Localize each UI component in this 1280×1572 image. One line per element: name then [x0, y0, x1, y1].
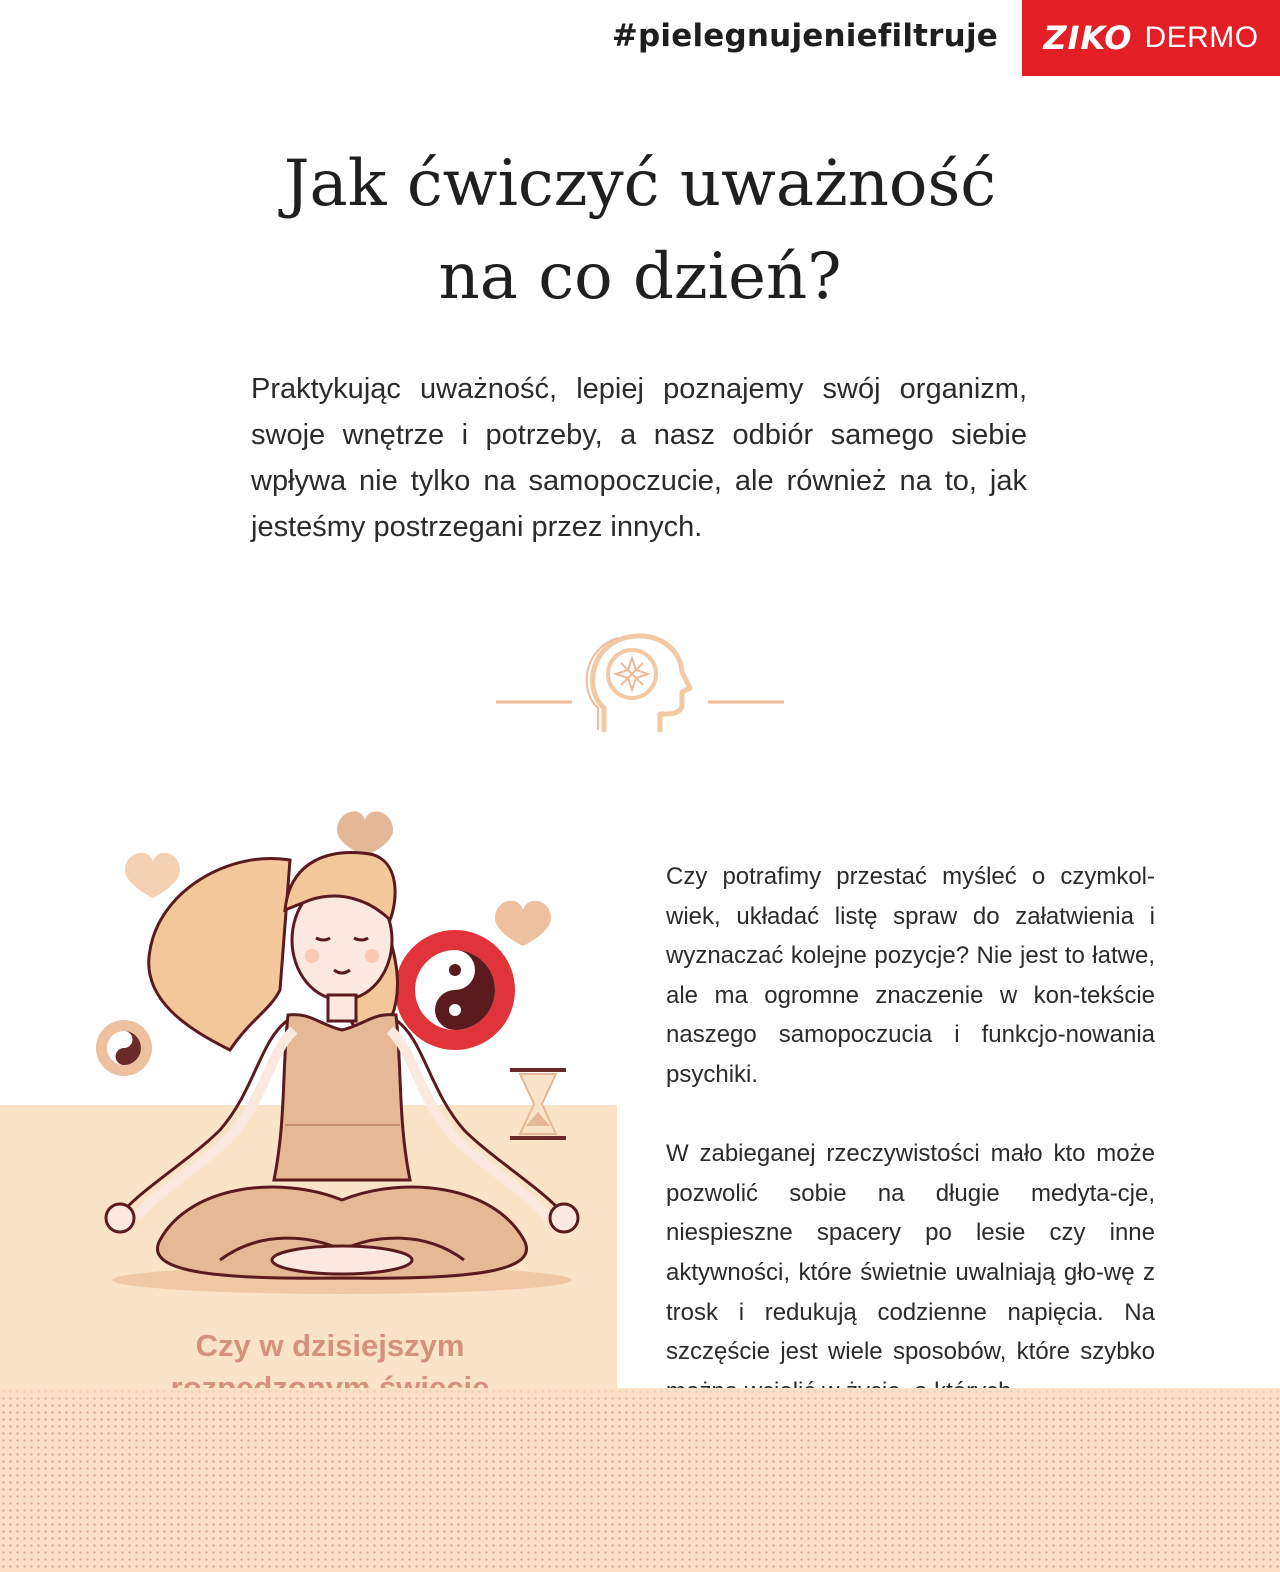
- intro-paragraph: Praktykując uważność, lepiej poznajemy swój organizm, swoje wnętrze i potrzeby, a nasz odbiór samego siebie wpływa nie tylko na samopoczucie, ale również na to, jak jesteśmy postrzegani przez innych.: [251, 373, 1027, 543]
- page-title: [0, 138, 1280, 324]
- overlay-fade: [0, 1388, 1280, 1404]
- heart-icon: [495, 901, 551, 946]
- question-line-1: Czy w dzisiejszym: [195, 1328, 465, 1363]
- heart-icon: [337, 811, 393, 856]
- mindful-head-icon: [496, 630, 786, 734]
- hashtag: #pielegnujeniefiltruje: [611, 18, 998, 54]
- title-line-2: na co dzień?: [438, 240, 842, 314]
- dotted-footer-overlay: [0, 1388, 1280, 1572]
- body-text: [666, 857, 1155, 1411]
- brand-ziko: ZIKO: [1043, 19, 1133, 57]
- body-paragraph-2: W zabieganej rzeczywistości mało kto może pozwolić sobie na długie medyta-cje, niespieszne spacery po lesie czy inne aktywności, które świetnie uwalniają gło-wę z trosk i redukują codzienne napięcia. Na szczęście jest wiele sposobów, które szybko: [666, 1140, 1155, 1366]
- heart-icon: [125, 853, 180, 898]
- hourglass-icon: [510, 1068, 566, 1140]
- brand-logo[interactable]: [1022, 0, 1280, 76]
- body-paragraph-1: Czy potrafimy przestać myśleć o czymkol-wiek, układać listę spraw do załatwienia i wyznaczać kolejne pozycje? Nie jest to łatwe, ale ma ogromne znaczenie w kon-tekście naszego samopoczucia i funkcjo-nowania psychiki.: [666, 863, 1155, 1088]
- meditation-illustration: [80, 790, 620, 1310]
- brand-dermo: DERMO: [1144, 21, 1259, 54]
- title-line-1: Jak ćwiczyć uważność: [283, 147, 997, 221]
